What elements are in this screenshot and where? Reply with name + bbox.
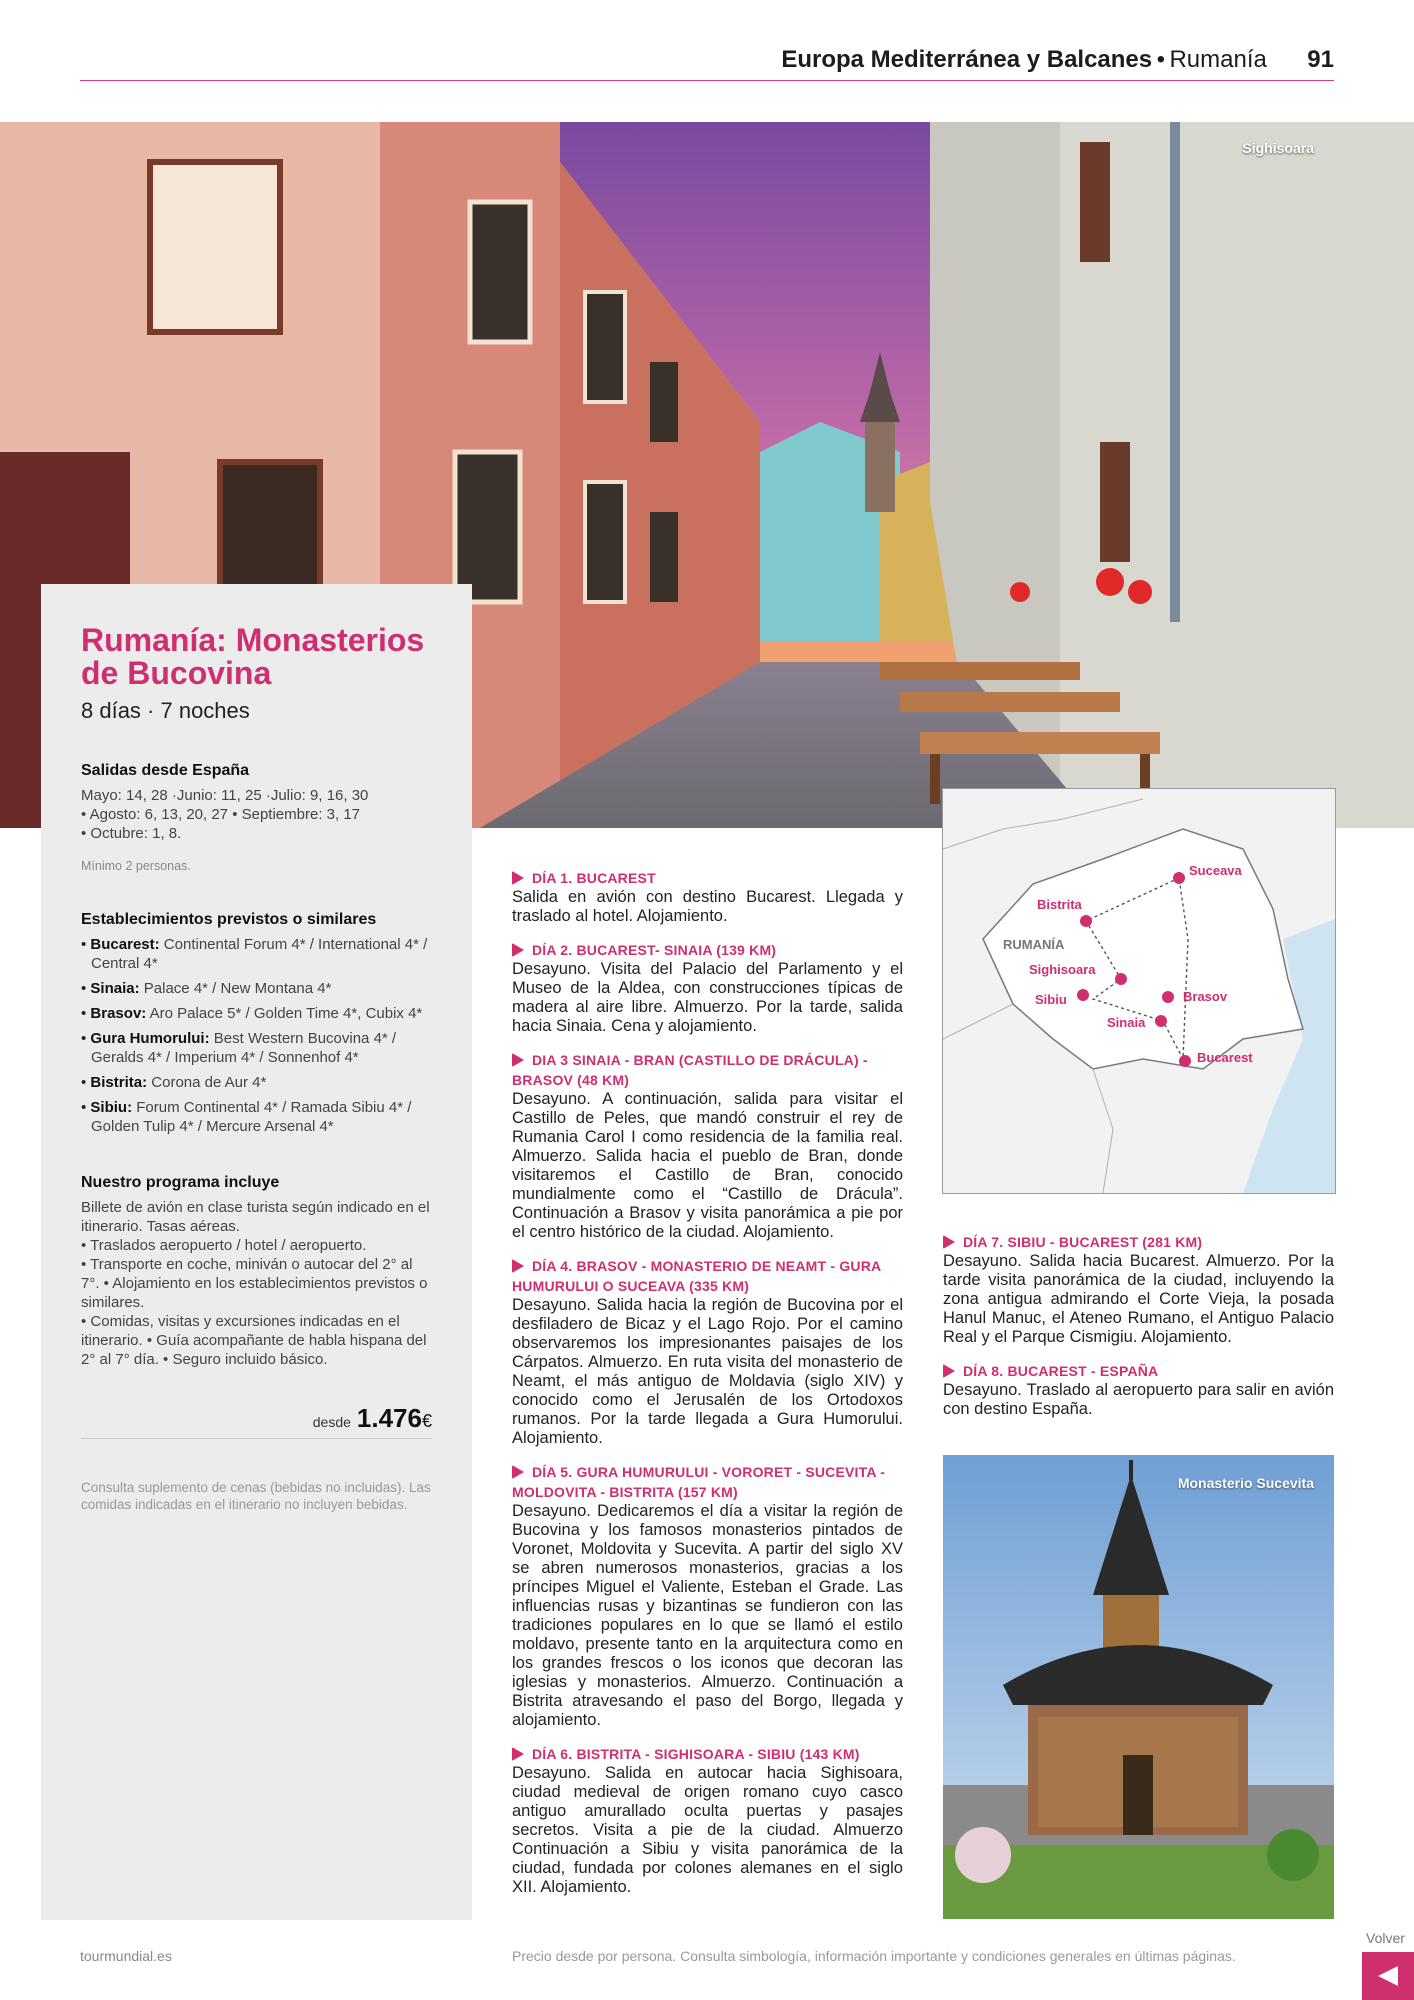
day-text: Desayuno. Visita del Palacio del Parlamento y el Museo de la Aldea, con construcciones típicas de madera al aire libre. Almuerzo. Por la tarde, salida hacia Sinaia. Cena y alojamiento.: [512, 960, 903, 1035]
hotel-item: [81, 935, 432, 973]
hotel-city: Bistrita:: [90, 1074, 148, 1091]
hotel-names: Forum Continental 4* / Ramada Sibiu 4* / Golden Tulip 4* / Mercure Arsenal 4*: [91, 1099, 412, 1135]
includes-line: Billete de avión en clase turista según indicado en el itinerario. Tasas aéreas.: [81, 1199, 430, 1235]
departures-line: • Agosto: 6, 13, 20, 27 • Septiembre: 3, 17: [81, 806, 361, 823]
city-marker: [1173, 872, 1185, 884]
includes-text: [81, 1198, 432, 1369]
hotel-item: [81, 1073, 432, 1092]
hotel-item: [81, 1098, 432, 1136]
city-marker: [1179, 1055, 1191, 1067]
map-country-label: RUMANÍA: [1003, 937, 1065, 952]
hotel-names: Corona de Aur 4*: [151, 1074, 267, 1091]
departures-heading: Salidas desde España: [81, 762, 250, 779]
day-heading: [943, 1232, 1334, 1252]
day-marker-icon: [512, 1259, 524, 1273]
day-text: Desayuno. Traslado al aeropuerto para salir en avión con destino España.: [943, 1381, 1334, 1418]
hotels-list: [81, 935, 432, 1136]
departures-line: • Octubre: 1, 8.: [81, 825, 182, 842]
hotel-city: Sibiu:: [90, 1099, 133, 1116]
map-city-label: Sighisoara: [1029, 962, 1096, 977]
day-marker-icon: [512, 871, 524, 885]
page-header: [80, 46, 1334, 81]
hotels-heading: Establecimientos previstos o similares: [81, 911, 377, 928]
itinerary-day: [512, 1050, 903, 1242]
route-map: [942, 788, 1336, 1194]
map-city-label: Bistrita: [1037, 897, 1082, 912]
city-marker: [1077, 989, 1089, 1001]
includes-line: • Transporte en coche, miniván o autocar del 2° al 7°. • Alojamiento en los establecimientos previstos o similares.: [81, 1256, 428, 1311]
page-number: 91: [1307, 46, 1334, 73]
day-text: Desayuno. Salida en autocar hacia Sighisoara, ciudad medieval de origen romano cuyo casco antiguo amurallado oculta puertas y pasajes secretos. Visita a pie de la ciudad. Almuerzo Continuación a Sibiu y visita panorámica de la ciudad, fundada por colones alemanes en el siglo XII. Alojamiento.: [512, 1764, 903, 1896]
itinerary-day: [512, 1462, 903, 1730]
day-title: DÍA 8. BUCAREST - ESPAÑA: [963, 1363, 1159, 1379]
itinerary-day: [512, 940, 903, 1036]
price-row: [81, 1403, 432, 1439]
map-city-label: Bucarest: [1197, 1050, 1253, 1065]
day-heading: [512, 940, 903, 960]
hotel-item: [81, 1029, 432, 1067]
city-marker: [1162, 991, 1174, 1003]
hero-caption: Sighisoara: [1242, 140, 1314, 156]
monastery-caption: Monasterio Sucevita: [1177, 1475, 1314, 1491]
day-marker-icon: [943, 1364, 955, 1378]
hotel-city: Sinaia:: [90, 980, 140, 997]
map-city-label: Brasov: [1183, 989, 1228, 1004]
header-separator: •: [1156, 46, 1165, 73]
day-marker-icon: [943, 1235, 955, 1249]
footer-site[interactable]: tourmundial.es: [80, 1948, 172, 1964]
romania-map-illustration: [943, 789, 1335, 1193]
day-heading: [512, 1744, 903, 1764]
day-heading: [512, 1050, 903, 1090]
day-marker-icon: [512, 943, 524, 957]
day-title: DÍA 5. GURA HUMURULUI - VORORET - SUCEVITA - MOLDOVITA - BISTRITA (157 KM): [512, 1464, 886, 1500]
country-title: Rumanía: [1169, 46, 1267, 73]
trip-summary-panel: [41, 584, 472, 1920]
day-heading: [512, 1462, 903, 1502]
hotel-names: Best Western Bucovina 4* / Geralds 4* / Imperium 4* / Sonnenhof 4*: [91, 1030, 397, 1066]
footer-disclaimer: Precio desde por persona. Consulta simbología, información importante y condiciones generales en últimas páginas.: [512, 1948, 1236, 1964]
day-marker-icon: [512, 1053, 524, 1067]
map-city-label: Sinaia: [1107, 1015, 1146, 1030]
city-marker: [1115, 973, 1127, 985]
itinerary-day: [943, 1232, 1334, 1347]
section-title: Europa Mediterránea y Balcanes: [781, 46, 1153, 73]
hotel-names: Aro Palace 5* / Golden Time 4*, Cubix 4*: [149, 1005, 423, 1022]
includes-line: • Comidas, visitas y excursiones indicadas en el itinerario. • Guía acompañante de habla hispana del 2° al 7° día. • Seguro incluido básico.: [81, 1313, 427, 1368]
itinerary-day: [512, 1744, 903, 1897]
hotel-names: Palace 4* / New Montana 4*: [143, 980, 332, 997]
day-title: DÍA 4. BRASOV - MONASTERIO DE NEAMT - GURA HUMURULUI O SUCEAVA (335 KM): [512, 1258, 881, 1294]
day-title: DIA 3 SINAIA - BRAN (CASTILLO DE DRÁCULA) - BRASOV (48 KM): [512, 1052, 868, 1088]
day-heading: [943, 1361, 1334, 1381]
hotel-names: Continental Forum 4* / International 4* / Central 4*: [91, 936, 428, 972]
itinerary-column-1: [512, 868, 903, 1911]
includes-line: • Traslados aeropuerto / hotel / aeropuerto.: [81, 1237, 367, 1254]
trip-duration: 8 días · 7 noches: [81, 698, 250, 723]
itinerary-day: [943, 1361, 1334, 1419]
monastery-photo: [943, 1455, 1334, 1919]
itinerary-column-2: [943, 1232, 1334, 1433]
day-marker-icon: [512, 1747, 524, 1761]
hotel-item: [81, 979, 432, 998]
day-text: Desayuno. Salida hacia Bucarest. Almuerzo. Por la tarde visita panorámica de la ciudad, incluyendo la zona antigua admirando el Corte Vieja, la posada Hanul Manuc, el Ateneo Rumano, el Antiguo Palacio Real y el Parque Cismigiu. Alojamiento.: [943, 1252, 1334, 1346]
departures-dates: [81, 786, 432, 843]
city-marker: [1155, 1015, 1167, 1027]
itinerary-day: [512, 868, 903, 926]
back-label[interactable]: Volver: [1366, 1930, 1405, 1946]
departures-line: Mayo: 14, 28 ·Junio: 11, 25 ·Julio: 9, 16, 30: [81, 787, 369, 804]
city-marker: [1080, 915, 1092, 927]
day-title: DÍA 6. BISTRITA - SIGHISOARA - SIBIU (143 KM): [532, 1746, 860, 1762]
meals-note: Consulta suplemento de cenas (bebidas no incluidas). Las comidas indicadas en el itinerario no incluyen bebidas.: [81, 1480, 431, 1512]
day-text: Salida en avión con destino Bucarest. Llegada y traslado al hotel. Alojamiento.: [512, 888, 903, 925]
day-text: Desayuno. Dedicaremos el día a visitar la región de Bucovina y los famosos monasterios pintados de Voronet, Moldovita y Sucevita. A partir del siglo XV se abren numerosos monasterios, gracias a los príncipes Miguel el Valiente, Esteban el Grade. Las influencias rusas y bizantinas se fundieron con las tradiciones populares en lo que se llamó el estilo moldavo, presente tanto en la arquitectura como en los grandes frescos o los iconos que decoran las iglesias y monasterios. Almuerzo. Continuación a Bistrita atravesando el paso del Borgo, llegada y alojamiento.: [512, 1502, 903, 1729]
hotel-city: Brasov:: [90, 1005, 147, 1022]
day-text: Desayuno. Salida hacia la región de Bucovina por el desfiladero de Bicaz y el Lago Rojo. Por el camino observaremos los impresionantes paisajes de los Cárpatos. Almuerzo. En ruta visita del monasterio de Neamt, el más antiguo de Moldavia (siglo XIV) y conocido como el Jerusalén de los Ortodoxos rumanos. Por la tarde llegada a Gura Humorului. Alojamiento.: [512, 1296, 903, 1447]
monastery-illustration: [943, 1455, 1334, 1919]
price-currency: €: [421, 1411, 432, 1431]
day-text: Desayuno. A continuación, salida para visitar el Castillo de Peles, que mandó construir el rey de Rumania Carol I como residencia de la familia real. Almuerzo. Salida hacia el pueblo de Bran, donde visitaremos el Castillo de Bran, conocido mundialmente como el “Castillo de Drácula”. Continuación a Brasov y visita panorámica a pie por el centro histórico de la ciudad. Alojamiento.: [512, 1090, 903, 1241]
day-marker-icon: [512, 1465, 524, 1479]
hotel-city: Gura Humorului:: [90, 1030, 210, 1047]
price-prefix: desde: [312, 1414, 351, 1430]
day-title: DÍA 1. BUCAREST: [532, 870, 656, 886]
day-heading: [512, 868, 903, 888]
includes-heading: Nuestro programa incluye: [81, 1174, 280, 1191]
day-title: DÍA 7. SIBIU - BUCAREST (281 KM): [963, 1234, 1203, 1250]
day-title: DÍA 2. BUCAREST- SINAIA (139 KM): [532, 942, 777, 958]
minimum-persons: Mínimo 2 personas.: [81, 859, 191, 873]
map-city-label: Suceava: [1189, 863, 1242, 878]
trip-title: Rumanía: Monasterios de Bucovina: [81, 622, 425, 691]
price-value: 1.476: [356, 1403, 422, 1433]
map-city-label: Sibiu: [1035, 992, 1067, 1007]
itinerary-day: [512, 1256, 903, 1448]
hotel-item: [81, 1004, 432, 1023]
back-button[interactable]: [1362, 1952, 1414, 2000]
hotel-city: Bucarest:: [90, 936, 160, 953]
day-heading: [512, 1256, 903, 1296]
